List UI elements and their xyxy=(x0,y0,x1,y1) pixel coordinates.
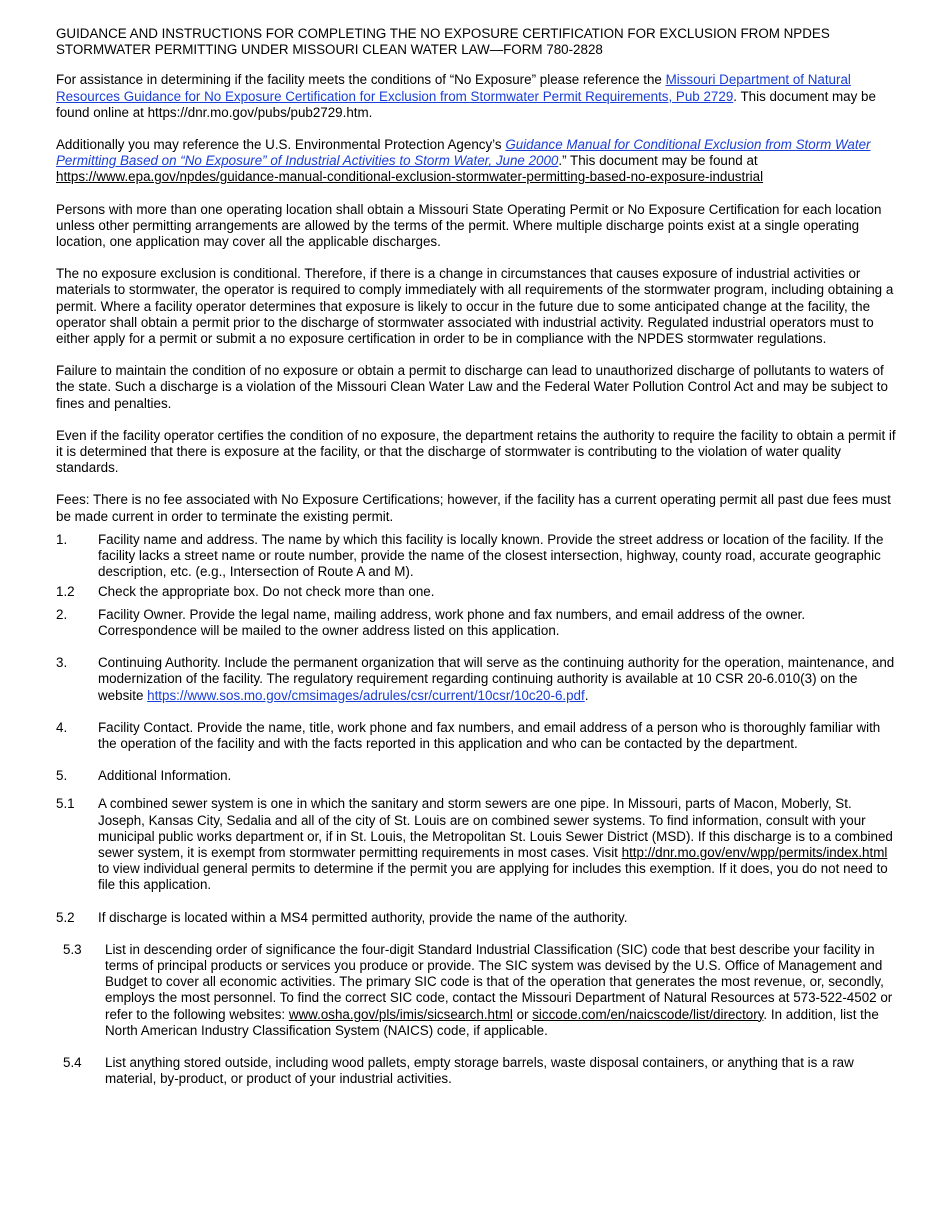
item-text: Facility name and address. The name by which this facility is locally known. Provide the street address or location of the facility. If the facility lacks a street name or route number, provide the name of the closest intersection, highway, county road, accurate geographic description, etc. (e.g., Intersection of Route A and M). xyxy=(98,531,884,580)
siccode-link[interactable]: siccode.com/en/naicscode/list/directory xyxy=(532,1006,764,1022)
item-number: 5. xyxy=(56,768,68,784)
pub-2729-link[interactable]: Missouri Department of Natural Resources Guidance for No Exposure Certification for Exclusion from Stormwater Permit Requirements, Pub 2729 xyxy=(56,72,851,104)
list-item xyxy=(56,796,896,893)
list-item xyxy=(56,655,896,704)
epa-reference-text-mid: .” This document may be found at xyxy=(558,153,758,169)
conditional-exclusion-paragraph: The no exposure exclusion is conditional. Therefore, if there is a change in circumstances that causes exposure of industrial activities or materials to stormwater, the operator is required to comply immediately with all requirements of the stormwater program, including obtaining a permit. Where a facility operator determines that exposure is likely to occur in the future due to some anticipated change at the facility, the operator shall obtain a permit prior to the discharge of stormwater associated with industrial activity. Regulated industrial operators must to either apply for a permit or submit a no exposure certification in order to be in compliance with the NPDES stormwater regulations. xyxy=(56,266,894,347)
assistance-paragraph xyxy=(56,72,896,121)
item-text: List anything stored outside, including wood pallets, empty storage barrels, waste disposal containers, or anything that is a raw material, by-product, or product of your industrial activities. xyxy=(105,1054,854,1087)
item-text: A combined sewer system is one in which the sanitary and storm sewers are one pipe. In Missouri, parts of Macon, Moberly, St. Joseph, Kansas City, Sedalia and all of the city of St. Louis are on combined sewer systems. To find information, consult with your municipal public works department or, if in St. Louis, the Metropolitan St. Louis Sewer District (MSD). If this discharge is to a combined sewer system, it is exempt from stormwater permitting requirements in most cases. Visit xyxy=(98,796,893,860)
osha-sic-link[interactable]: www.osha.gov/pls/imis/sicsearch.html xyxy=(288,1006,513,1022)
item-text-end: . xyxy=(584,687,589,703)
epa-reference-paragraph xyxy=(56,137,896,186)
item-text-end: to view individual general permits to determine if the permit you are applying for includes this exemption. If it does, you do not need to file this application. xyxy=(98,861,888,893)
document-page xyxy=(56,26,896,1087)
list-item xyxy=(56,720,896,752)
list-item xyxy=(56,584,896,600)
item-text: Continuing Authority. Include the permanent organization that will serve as the continuing authority for the operation, maintenance, and modernization of the facility. The regulatory requirement regarding continuing authority is available at 10 CSR 20-6.010(3) on the website xyxy=(98,655,895,703)
item-number: 3. xyxy=(56,655,68,671)
assistance-text-end: . This document may be found online at https://dnr.mo.gov/pubs/pub2729.htm. xyxy=(56,88,876,120)
list-item xyxy=(56,910,896,926)
item-text-end: . In addition, list the North American Industry Classification System (NAICS) code, if applicable. xyxy=(105,1006,879,1038)
item-number: 1. xyxy=(56,531,68,547)
item-number: 1.2 xyxy=(56,584,75,600)
item-number: 5.4 xyxy=(63,1054,82,1070)
fees-paragraph: Fees: There is no fee associated with No Exposure Certifications; however, if the facility has a current operating permit all past due fees must be made current in order to terminate the existing permit. xyxy=(56,492,891,524)
item-number: 4. xyxy=(56,719,68,735)
list-item xyxy=(56,532,896,581)
item-text: If discharge is located within a MS4 permitted authority, provide the name of the authority. xyxy=(98,909,628,925)
item-number: 5.1 xyxy=(56,796,75,812)
list-item xyxy=(56,1055,896,1087)
list-item xyxy=(56,768,896,784)
epa-url-link[interactable]: https://www.epa.gov/npdes/guidance-manual-conditional-exclusion-stormwater-permitting-based-no-exposure-industrial xyxy=(56,169,764,185)
epa-reference-text: Additionally you may reference the U.S. Environmental Protection Agency’s xyxy=(56,137,506,153)
continuing-authority-link[interactable]: https://www.sos.mo.gov/cmsimages/adrules/csr/current/10csr/10c20-6.pdf xyxy=(147,687,585,703)
document-title: GUIDANCE AND INSTRUCTIONS FOR COMPLETING THE NO EXPOSURE CERTIFICATION FOR EXCLUSION FROM NPDES STORMWATER PERMITTING UNDER MISSOURI CLEAN WATER LAW—FORM 780-2828 xyxy=(56,26,830,58)
assistance-text: For assistance in determining if the facility meets the conditions of “No Exposure” please reference the xyxy=(56,72,666,88)
department-authority-paragraph: Even if the facility operator certifies the condition of no exposure, the department retains the authority to require the facility to obtain a permit if it is determined that there is exposure at the facility, or that the discharge of stormwater is contributing to the violation of water quality standards. xyxy=(56,427,896,476)
epa-guidance-link[interactable]: Guidance Manual for Conditional Exclusion from Storm Water Permitting Based on “No Exposure” of Industrial Activities to Storm Water, June 2000 xyxy=(56,137,871,169)
item-number: 5.3 xyxy=(63,941,82,957)
list-item xyxy=(56,607,896,639)
list-item xyxy=(56,942,896,1039)
item-number: 2. xyxy=(56,606,68,622)
failure-paragraph: Failure to maintain the condition of no exposure or obtain a permit to discharge can lead to unauthorized discharge of pollutants to waters of the state. Such a discharge is a violation of the Missouri Clean Water Law and the Federal Water Pollution Control Act and may be subject to fines and penalties. xyxy=(56,363,888,411)
multiple-locations-paragraph: Persons with more than one operating location shall obtain a Missouri State Operating Permit or No Exposure Certification for each location unless other permitting arrangements are allowed by the terms of the permit. Where multiple discharge points exist at a single operating location, one application may cover all the applicable discharges. xyxy=(56,201,882,250)
item-text: Check the appropriate box. Do not check more than one. xyxy=(98,584,435,600)
item-text: Additional Information. xyxy=(98,768,232,784)
item-text: List in descending order of significance the four-digit Standard Industrial Classification (SIC) code that best describe your facility in terms of principal products or services you produce or provide. The SIC system was devised by the U.S. Office of Management and Budget to cover all economic activities. The primary SIC code is that of the operation that generates the most revenue, or, secondly, employs the most personnel. To find the correct SIC code, contact the Missouri Department of Natural Resources at 573-522-4502 or refer to the following websites: xyxy=(105,941,893,1022)
item-text: Facility Contact. Provide the name, title, work phone and fax numbers, and email address of a person who is thoroughly familiar with the operation of the facility and with the facts reported in this application and who can be contacted by the department. xyxy=(98,719,881,751)
general-permits-link[interactable]: http://dnr.mo.gov/env/wpp/permits/index.html xyxy=(621,844,888,860)
item-number: 5.2 xyxy=(56,909,75,925)
item-text: Facility Owner. Provide the legal name, mailing address, work phone and fax numbers, and email address of the owner. Correspondence will be mailed to the owner address listed on this application. xyxy=(98,606,806,638)
item-text-mid: or xyxy=(512,1006,533,1022)
